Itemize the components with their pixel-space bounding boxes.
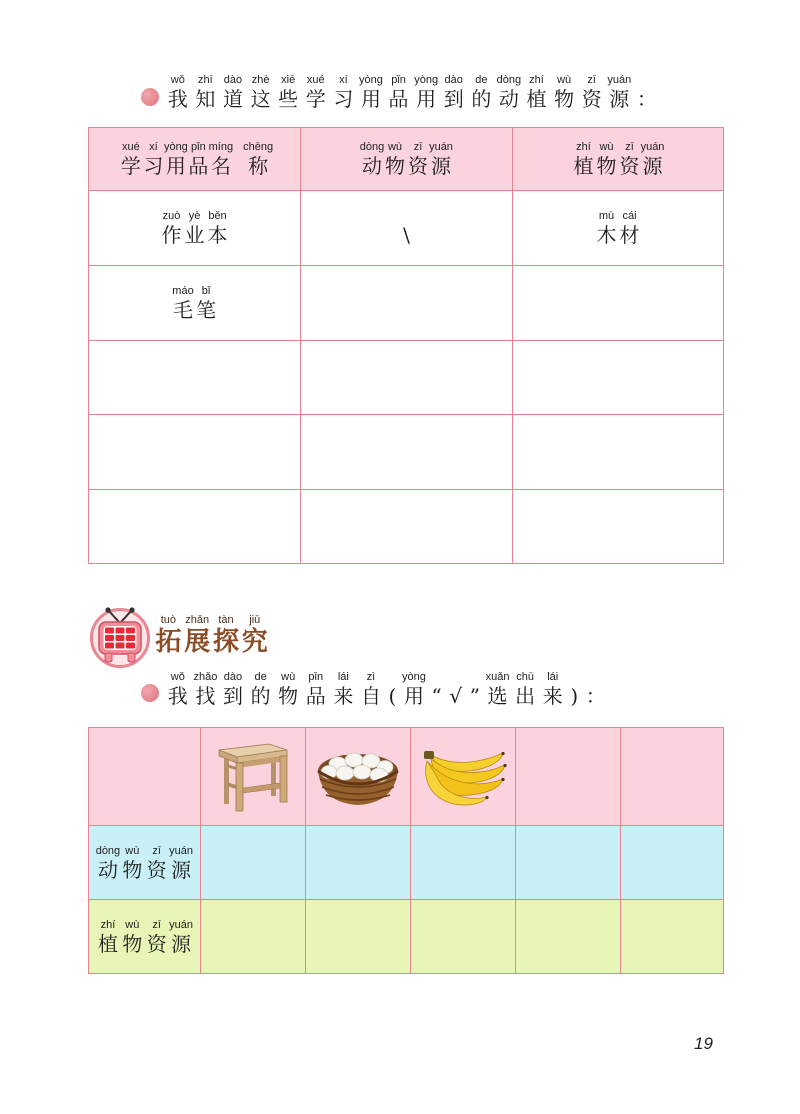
hanzi-with-pinyin xyxy=(121,140,141,178)
pinyin-text: zī xyxy=(587,74,596,86)
table-cell xyxy=(411,728,516,826)
hanzi-text: 找 xyxy=(195,684,216,708)
hanzi-text: 物 xyxy=(554,87,575,111)
row-label xyxy=(96,918,194,956)
table-cell xyxy=(516,728,621,826)
pinyin-text: dòng xyxy=(95,844,121,857)
hanzi-text: 习 xyxy=(333,87,354,111)
hanzi-text: 源 xyxy=(171,931,192,956)
hanzi-text: 品 xyxy=(388,87,409,111)
hanzi-with-pinyin xyxy=(243,140,274,178)
hanzi-with-pinyin xyxy=(414,73,439,111)
pinyin-text: yuán xyxy=(169,844,193,857)
pinyin-text: zī xyxy=(625,141,634,153)
hanzi-text: 用 xyxy=(165,154,186,178)
table-row xyxy=(89,341,724,415)
hanzi-with-pinyin xyxy=(574,140,594,178)
pinyin-text: zhǎn xyxy=(185,614,210,626)
pinyin-text: zhí xyxy=(100,918,116,931)
hanzi-text: 作 xyxy=(161,223,182,247)
pinyin-text: zhè xyxy=(251,74,270,86)
table-cell xyxy=(89,266,301,341)
hanzi-with-pinyin xyxy=(637,73,657,111)
hanzi-with-pinyin xyxy=(620,140,640,178)
hanzi-with-pinyin xyxy=(122,844,142,882)
pinyin-text: mù xyxy=(598,210,615,222)
hanzi-text: 我 xyxy=(167,87,188,111)
pinyin-text: máo xyxy=(172,285,194,297)
pinyin-text: tàn xyxy=(218,614,234,626)
hanzi-text: 资 xyxy=(146,857,167,882)
pinyin-text: míng xyxy=(208,141,234,153)
bullet-dot xyxy=(141,88,159,106)
pinyin-text: dòng xyxy=(359,141,385,153)
hanzi-with-pinyin xyxy=(607,73,632,111)
table-cell xyxy=(411,900,516,974)
pinyin-text: wù xyxy=(125,918,140,931)
pinyin-text: chēng xyxy=(243,141,274,153)
hanzi-text: 物 xyxy=(122,931,143,956)
table-cell xyxy=(201,900,306,974)
pinyin-text: zī xyxy=(152,918,161,931)
hanzi-text: 材 xyxy=(619,223,640,247)
animal-resources-row xyxy=(89,826,724,900)
hanzi-text: 来 xyxy=(542,684,563,708)
pinyin-text: wù xyxy=(557,74,572,86)
pinyin-text: yuán xyxy=(640,141,665,153)
pinyin-text: zhǎo xyxy=(193,671,218,683)
table-cell xyxy=(306,826,411,900)
table-row xyxy=(89,415,724,490)
pinyin-text: yòng xyxy=(414,74,439,86)
hanzi-with-pinyin xyxy=(162,209,182,247)
pinyin-text: yè xyxy=(188,210,201,222)
pinyin-text: chū xyxy=(516,671,535,683)
hanzi-with-pinyin xyxy=(582,73,602,111)
header-cell-plant-resources xyxy=(513,128,724,191)
hanzi-text: 本 xyxy=(207,223,228,247)
pinyin-text: zhí xyxy=(529,74,544,86)
hanzi-text: 笔 xyxy=(196,298,216,322)
hanzi-text: 究 xyxy=(241,627,268,657)
table-cell xyxy=(513,490,724,564)
stool-image xyxy=(215,742,291,812)
hanzi-text: 品 xyxy=(305,684,326,708)
hanzi-with-pinyin xyxy=(361,670,381,708)
hanzi-text: ： xyxy=(585,684,606,708)
table-cell xyxy=(201,826,306,900)
hanzi-text: 木 xyxy=(596,223,617,247)
hanzi-with-pinyin xyxy=(168,670,188,708)
plant-resources-row xyxy=(89,900,724,974)
pinyin-text: zī xyxy=(152,844,161,857)
hanzi-with-pinyin xyxy=(640,140,665,178)
hanzi-with-pinyin xyxy=(470,670,480,708)
hanzi-text: 源 xyxy=(171,857,192,882)
table-cell xyxy=(89,191,301,266)
hanzi-with-pinyin xyxy=(155,613,181,657)
pinyin-text: yuán xyxy=(607,74,632,86)
hanzi-with-pinyin xyxy=(173,284,193,322)
hanzi-with-pinyin xyxy=(361,73,381,111)
pinyin-text: yòng xyxy=(359,74,383,86)
row-label-cell xyxy=(89,900,201,974)
hanzi-with-pinyin xyxy=(496,73,522,111)
hanzi-text: 动 xyxy=(498,87,519,111)
hanzi-text: 品 xyxy=(188,154,209,178)
hanzi-with-pinyin xyxy=(527,73,547,111)
pinyin-text: dào xyxy=(444,74,463,86)
table-cell xyxy=(516,826,621,900)
hanzi-with-pinyin xyxy=(242,613,268,657)
supplies-resources-table xyxy=(88,127,724,564)
hanzi-with-pinyin xyxy=(223,670,243,708)
pinyin-text: xué xyxy=(122,141,140,153)
hanzi-with-pinyin xyxy=(333,73,353,111)
hanzi-text: 植 xyxy=(526,87,547,111)
hanzi-text: 道 xyxy=(222,87,243,111)
hanzi-text: 资 xyxy=(619,154,640,178)
hanzi-with-pinyin xyxy=(431,140,451,178)
pinyin-text: xué xyxy=(306,74,325,86)
hanzi-text: 拓 xyxy=(155,627,182,657)
hanzi-with-pinyin xyxy=(143,140,163,178)
hanzi-text: 资 xyxy=(581,87,602,111)
pinyin-text: xiē xyxy=(281,74,296,86)
pinyin-text: běn xyxy=(208,210,227,222)
table-cell xyxy=(301,266,513,341)
table-row xyxy=(89,191,724,266)
hanzi-with-pinyin xyxy=(147,844,167,882)
pinyin-text: cái xyxy=(622,210,637,222)
table-cell xyxy=(301,191,513,266)
row-label xyxy=(96,844,194,882)
hanzi-text: 到 xyxy=(222,684,243,708)
cell-text xyxy=(595,209,641,247)
header-cell-item-name xyxy=(89,128,301,191)
hanzi-with-pinyin xyxy=(195,73,215,111)
pinyin-text: wǒ xyxy=(170,74,185,86)
section1-heading xyxy=(164,73,661,111)
hanzi-text: 用 xyxy=(360,87,381,111)
hanzi-text: 用 xyxy=(416,87,437,111)
hanzi-text: 展 xyxy=(184,627,211,657)
hanzi-with-pinyin xyxy=(449,670,462,708)
table-cell xyxy=(411,826,516,900)
pinyin-text: dào xyxy=(223,74,243,86)
pinyin-text: yòng xyxy=(163,141,188,153)
hanzi-text: 资 xyxy=(408,154,428,178)
hanzi-text: 自 xyxy=(360,684,381,708)
hanzi-text: √ xyxy=(449,684,463,708)
hanzi-text: 用 xyxy=(403,684,424,708)
table-cell xyxy=(89,341,301,415)
pinyin-text: pǐn xyxy=(191,141,206,153)
hanzi-with-pinyin xyxy=(554,73,574,111)
pinyin-text: dào xyxy=(223,671,243,683)
hanzi-text: 探 xyxy=(212,627,239,657)
hanzi-text: 毛 xyxy=(173,298,193,322)
hanzi-text: 动 xyxy=(97,857,118,882)
hanzi-text: “ xyxy=(431,684,442,708)
pinyin-text: zhí xyxy=(576,141,591,153)
hanzi-text: 学 xyxy=(305,87,326,111)
pinyin-text: zhī xyxy=(198,74,213,86)
hanzi-with-pinyin xyxy=(432,670,442,708)
hanzi-with-pinyin xyxy=(389,670,397,708)
heading-text xyxy=(164,670,610,708)
pinyin-text: bǐ xyxy=(201,285,211,297)
pinyin-text: wù xyxy=(281,671,296,683)
pinyin-text: zì xyxy=(366,671,376,683)
table-row xyxy=(89,266,724,341)
hanzi-text: 知 xyxy=(195,87,216,111)
hanzi-text: 业 xyxy=(184,223,205,247)
pinyin-text: dòng xyxy=(496,74,522,86)
table-cell xyxy=(513,191,724,266)
pinyin-text: tuò xyxy=(160,614,177,626)
table-cell xyxy=(201,728,306,826)
heading-text xyxy=(164,73,661,111)
hanzi-text: 选 xyxy=(487,684,508,708)
egg-basket-image xyxy=(316,747,400,807)
hanzi-text: 源 xyxy=(431,154,451,178)
hanzi-with-pinyin xyxy=(278,73,298,111)
hanzi-text: 出 xyxy=(515,684,536,708)
hanzi-with-pinyin xyxy=(586,670,606,708)
table-cell xyxy=(513,341,724,415)
hanzi-text: 的 xyxy=(250,684,271,708)
hanzi-text: ( xyxy=(388,684,397,708)
table-row xyxy=(89,490,724,564)
table-cell xyxy=(306,728,411,826)
hanzi-with-pinyin xyxy=(543,670,563,708)
section2-title xyxy=(154,613,269,657)
hanzi-with-pinyin xyxy=(389,73,409,111)
hanzi-with-pinyin xyxy=(251,73,271,111)
hanzi-with-pinyin xyxy=(171,844,191,882)
table-header-row xyxy=(89,128,724,191)
hanzi-with-pinyin xyxy=(278,670,298,708)
pinyin-text: pǐn xyxy=(391,74,406,86)
pinyin-text: yuán xyxy=(169,918,193,931)
hanzi-with-pinyin xyxy=(196,284,216,322)
header-cell-animal-resources xyxy=(301,128,513,191)
banana-image xyxy=(419,747,507,807)
hanzi-text: 习 xyxy=(143,154,164,178)
hanzi-with-pinyin xyxy=(385,140,405,178)
hanzi-with-pinyin xyxy=(306,73,326,111)
hanzi-with-pinyin xyxy=(184,613,210,657)
table-cell xyxy=(306,900,411,974)
pinyin-text: zī xyxy=(413,141,423,153)
hanzi-text: 物 xyxy=(278,684,299,708)
hanzi-with-pinyin xyxy=(122,918,142,956)
hanzi-with-pinyin xyxy=(251,670,271,708)
hanzi-with-pinyin xyxy=(208,140,234,178)
table-cell xyxy=(89,415,301,490)
pinyin-text: xí xyxy=(339,74,348,86)
hanzi-text: 动 xyxy=(362,154,382,178)
hanzi-with-pinyin xyxy=(223,73,243,111)
hanzi-text: 学 xyxy=(120,154,141,178)
hanzi-text: 名 xyxy=(210,154,231,178)
hanzi-text: 的 xyxy=(471,87,492,111)
hanzi-text: ： xyxy=(636,87,657,111)
hanzi-text: 些 xyxy=(278,87,299,111)
pinyin-text: de xyxy=(254,671,267,683)
hanzi-with-pinyin xyxy=(620,209,640,247)
row-label-cell xyxy=(89,826,201,900)
hanzi-text: 植 xyxy=(97,931,118,956)
hanzi-with-pinyin xyxy=(208,209,228,247)
hanzi-with-pinyin xyxy=(485,670,510,708)
table-cell xyxy=(89,490,301,564)
hanzi-with-pinyin xyxy=(403,209,410,247)
pinyin-text: wù xyxy=(125,844,140,857)
table-cell xyxy=(621,826,724,900)
hanzi-text: 植 xyxy=(573,154,594,178)
page-number: 19 xyxy=(694,1034,713,1053)
hanzi-with-pinyin xyxy=(171,918,191,956)
header-label xyxy=(572,140,664,178)
items-row xyxy=(89,728,724,826)
pinyin-text: wù xyxy=(599,141,614,153)
header-label xyxy=(120,140,274,178)
table-cell xyxy=(301,341,513,415)
hanzi-text: 资 xyxy=(146,931,167,956)
hanzi-text: 称 xyxy=(248,154,269,178)
tv-robot-icon xyxy=(88,603,152,669)
hanzi-text: 我 xyxy=(167,684,188,708)
hanzi-with-pinyin xyxy=(359,140,385,178)
hanzi-text: 到 xyxy=(443,87,464,111)
hanzi-text: ) xyxy=(570,684,579,708)
table-cell xyxy=(89,728,201,826)
hanzi-with-pinyin xyxy=(597,140,617,178)
hanzi-with-pinyin xyxy=(147,918,167,956)
table-cell xyxy=(513,266,724,341)
pinyin-text: zuò xyxy=(162,210,181,222)
table-cell xyxy=(301,415,513,490)
pinyin-text: xí xyxy=(149,141,158,153)
cell-text xyxy=(172,284,218,322)
table-cell xyxy=(621,728,724,826)
hanzi-with-pinyin xyxy=(95,844,121,882)
hanzi-with-pinyin xyxy=(306,670,326,708)
hanzi-with-pinyin xyxy=(597,209,617,247)
hanzi-with-pinyin xyxy=(213,613,239,657)
cell-text xyxy=(160,209,229,247)
pinyin-text: wù xyxy=(387,141,403,153)
hanzi-with-pinyin xyxy=(408,140,428,178)
hanzi-text: 物 xyxy=(122,857,143,882)
hanzi-text: 物 xyxy=(385,154,405,178)
pinyin-text: wǒ xyxy=(170,671,185,683)
hanzi-with-pinyin xyxy=(333,670,353,708)
cell-text xyxy=(402,209,412,247)
hanzi-text: 源 xyxy=(642,154,663,178)
pinyin-text: yuán xyxy=(429,141,453,153)
hanzi-with-pinyin xyxy=(193,670,218,708)
table-cell xyxy=(621,900,724,974)
hanzi-text: 来 xyxy=(333,684,354,708)
hanzi-with-pinyin xyxy=(444,73,464,111)
hanzi-text: 源 xyxy=(609,87,630,111)
hanzi-text: \ xyxy=(403,223,410,247)
table-cell xyxy=(301,490,513,564)
hanzi-text: ” xyxy=(469,684,480,708)
pinyin-text: lái xyxy=(337,671,349,683)
hanzi-with-pinyin xyxy=(168,73,188,111)
table-cell xyxy=(513,415,724,490)
hanzi-with-pinyin xyxy=(185,209,205,247)
pinyin-text: xuǎn xyxy=(485,671,510,683)
bullet-dot xyxy=(141,684,159,702)
pinyin-text: pǐn xyxy=(308,671,324,683)
section2-heading xyxy=(164,670,610,708)
pinyin-text: yòng xyxy=(402,671,426,683)
hanzi-with-pinyin xyxy=(570,670,578,708)
section-title-text xyxy=(154,613,269,657)
hanzi-with-pinyin xyxy=(163,140,188,178)
pinyin-text: jiū xyxy=(249,614,261,626)
hanzi-with-pinyin xyxy=(98,918,118,956)
item-source-table xyxy=(88,727,724,974)
pinyin-text: lái xyxy=(547,671,559,683)
hanzi-with-pinyin xyxy=(404,670,424,708)
hanzi-with-pinyin xyxy=(471,73,491,111)
hanzi-with-pinyin xyxy=(188,140,208,178)
pinyin-text: de xyxy=(475,74,488,86)
hanzi-text: 这 xyxy=(250,87,271,111)
table-cell xyxy=(516,900,621,974)
hanzi-text: 物 xyxy=(596,154,617,178)
header-label xyxy=(361,140,453,178)
hanzi-with-pinyin xyxy=(515,670,535,708)
